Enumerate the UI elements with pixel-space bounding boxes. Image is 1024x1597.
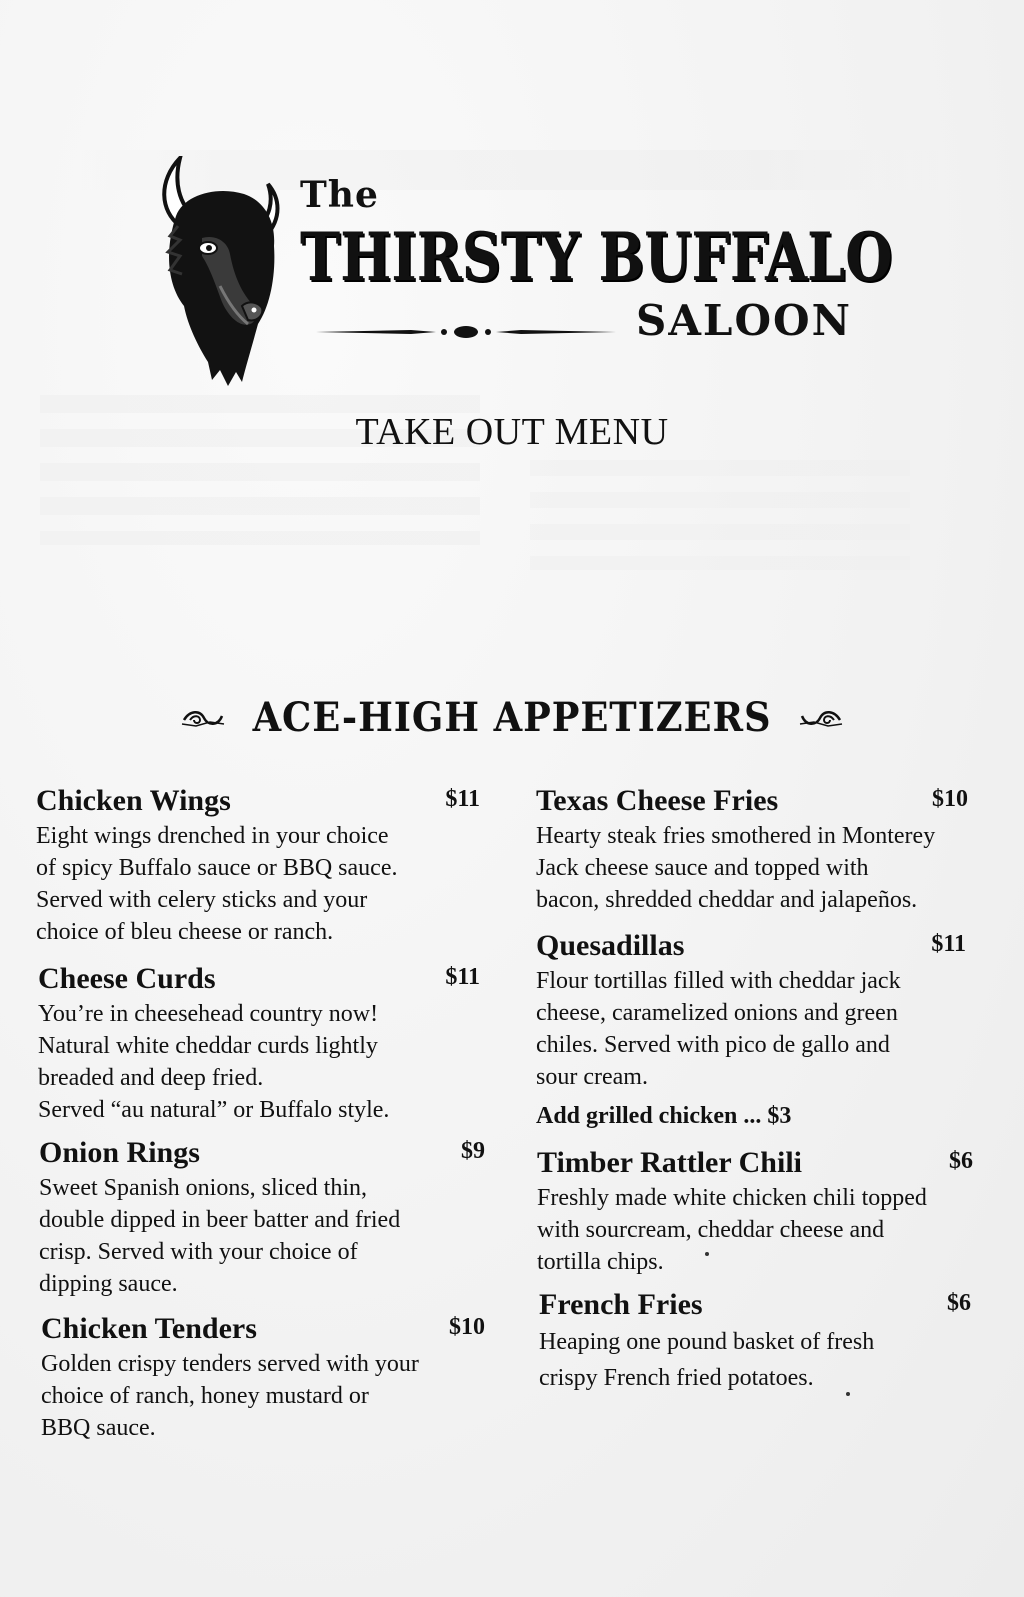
speck — [846, 1392, 850, 1396]
menu-item — [536, 784, 968, 916]
item-description — [536, 965, 966, 1093]
description-line: Freshly made white chicken chili topped — [537, 1185, 927, 1211]
description-line: Golden crispy tenders served with your — [41, 1351, 419, 1377]
item-description — [39, 1172, 485, 1300]
description-line: You’re in cheesehead country now! — [38, 1001, 379, 1027]
description-line: Natural white cheddar curds lightly — [38, 1033, 378, 1059]
logo-the-text: The — [300, 174, 379, 216]
item-name: Chicken Wings — [36, 784, 231, 817]
description-line: breaded and deep fried. — [38, 1065, 264, 1091]
section-title: ACE-HIGH APPETIZERS — [252, 694, 772, 741]
description-line: Heaping one pound basket of fresh — [539, 1329, 875, 1355]
item-description — [536, 820, 968, 916]
menu-item — [41, 1312, 485, 1444]
item-name: Chicken Tenders — [41, 1312, 257, 1345]
description-line: sour cream. — [536, 1064, 648, 1090]
item-price: $11 — [445, 964, 480, 990]
description-line: of spicy Buffalo sauce or BBQ sauce. — [36, 855, 398, 881]
description-line: Jack cheese sauce and topped with — [536, 855, 869, 881]
item-description — [537, 1182, 973, 1278]
section-heading — [0, 694, 1024, 741]
item-price: $11 — [931, 931, 966, 957]
description-line: cheese, caramelized onions and green — [536, 1000, 898, 1026]
menu-item — [38, 962, 480, 1126]
logo-saloon-text: SALOON — [636, 296, 853, 345]
left-flourish-icon — [180, 706, 226, 730]
description-line: crispy French fried potatoes. — [539, 1365, 814, 1391]
description-line: BBQ sauce. — [41, 1415, 156, 1441]
item-description — [41, 1348, 485, 1444]
description-line: Hearty steak fries smothered in Monterey — [536, 823, 936, 849]
item-price: $6 — [949, 1148, 973, 1174]
restaurant-logo — [158, 156, 893, 386]
item-description — [539, 1324, 971, 1396]
item-description — [38, 998, 480, 1126]
description-line: chiles. Served with pico de gallo and — [536, 1032, 890, 1058]
description-line: dipping sauce. — [39, 1271, 178, 1297]
description-line: with sourcream, cheddar cheese and — [537, 1217, 885, 1243]
description-line: Sweet Spanish onions, sliced thin, — [39, 1175, 367, 1201]
menu-title: TAKE OUT MENU — [355, 411, 669, 453]
item-price: $10 — [449, 1314, 485, 1340]
logo-name-text: THIRSTY BUFFALO — [300, 218, 893, 296]
logo-divider-ornament — [316, 325, 616, 339]
item-addon: Add grilled chicken ... $3 — [536, 1103, 792, 1129]
item-name: Cheese Curds — [38, 962, 216, 995]
item-name: French Fries — [539, 1288, 703, 1321]
menu-item — [36, 784, 480, 948]
description-line: double dipped in beer batter and fried — [39, 1207, 401, 1233]
description-line: choice of ranch, honey mustard or — [41, 1383, 369, 1409]
item-price: $6 — [947, 1290, 971, 1316]
item-name: Quesadillas — [536, 929, 685, 962]
description-line: crisp. Served with your choice of — [39, 1239, 358, 1265]
item-price: $9 — [461, 1138, 485, 1164]
description-line: bacon, shredded cheddar and jalapeños. — [536, 887, 918, 913]
description-line: Served with celery sticks and your — [36, 887, 368, 913]
description-line: Flour tortillas filled with cheddar jack — [536, 968, 901, 994]
description-line: Served “au natural” or Buffalo style. — [38, 1097, 390, 1123]
item-price: $11 — [445, 786, 480, 812]
item-price: $10 — [932, 786, 968, 812]
menu-item — [537, 1146, 973, 1278]
description-line: choice of bleu cheese or ranch. — [36, 919, 334, 945]
menu-item — [39, 1136, 485, 1300]
description-line: Eight wings drenched in your choice — [36, 823, 389, 849]
menu-item — [539, 1288, 971, 1396]
buffalo-head-icon — [158, 156, 288, 386]
description-line: tortilla chips. — [537, 1249, 664, 1275]
right-flourish-icon — [798, 706, 844, 730]
speck — [705, 1252, 709, 1256]
item-name: Timber Rattler Chili — [537, 1146, 802, 1179]
item-description — [36, 820, 480, 948]
menu-item — [536, 929, 966, 1130]
item-name: Texas Cheese Fries — [536, 784, 779, 817]
item-name: Onion Rings — [39, 1136, 200, 1169]
